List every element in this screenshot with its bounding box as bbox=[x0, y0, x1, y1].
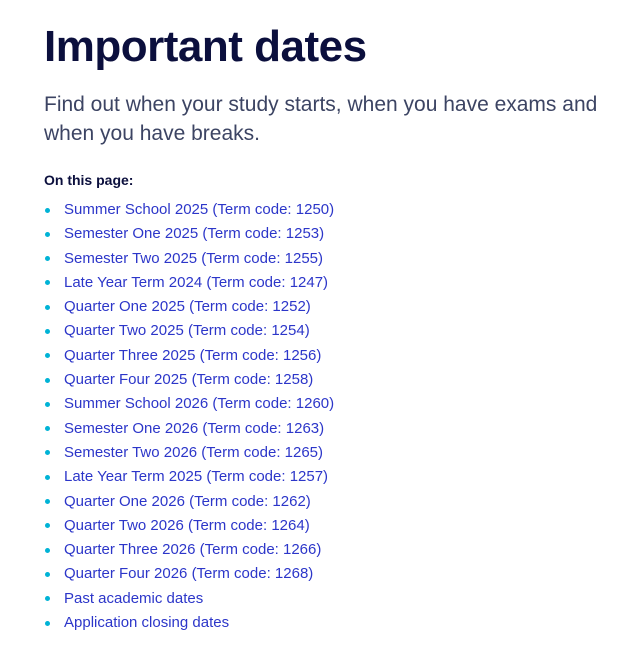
bullet-icon bbox=[45, 572, 50, 577]
toc-item bbox=[44, 247, 614, 271]
intro-text: Find out when your study starts, when you have exams and when you have breaks. bbox=[44, 93, 598, 145]
toc-item bbox=[44, 514, 614, 538]
bullet-icon bbox=[45, 499, 50, 504]
toc-list bbox=[44, 198, 614, 635]
toc-link[interactable]: Quarter Four 2025 (Term code: 1258) bbox=[64, 371, 314, 389]
bullet-icon bbox=[45, 353, 50, 358]
bullet-icon bbox=[45, 426, 50, 431]
bullet-icon bbox=[45, 523, 50, 528]
toc-item bbox=[44, 368, 614, 392]
toc-link[interactable]: Semester One 2025 (Term code: 1253) bbox=[64, 225, 325, 243]
toc-link[interactable]: Summer School 2025 (Term code: 1250) bbox=[64, 201, 335, 218]
toc-item bbox=[44, 441, 614, 465]
bullet-icon bbox=[45, 329, 50, 334]
toc-link[interactable]: Quarter One 2025 (Term code: 1252) bbox=[64, 298, 311, 316]
bullet-icon bbox=[45, 402, 50, 407]
bullet-icon bbox=[45, 378, 50, 383]
toc-link[interactable]: Quarter Two 2025 (Term code: 1254) bbox=[64, 322, 310, 340]
toc-link[interactable]: Late Year Term 2025 (Term code: 1257) bbox=[64, 468, 329, 486]
toc-item bbox=[44, 392, 614, 416]
toc-item bbox=[44, 465, 614, 489]
bullet-icon bbox=[45, 548, 50, 553]
toc-link[interactable]: Application closing dates bbox=[64, 614, 230, 632]
toc-item bbox=[44, 417, 614, 441]
toc-link[interactable]: Quarter One 2026 (Term code: 1262) bbox=[64, 492, 311, 510]
main-content bbox=[44, 20, 614, 635]
bullet-icon bbox=[45, 232, 50, 237]
toc-item bbox=[44, 538, 614, 562]
toc-link[interactable]: Quarter Three 2026 (Term code: 1266) bbox=[64, 541, 322, 559]
toc-link[interactable]: Quarter Three 2025 (Term code: 1256) bbox=[64, 346, 322, 364]
bullet-icon bbox=[45, 208, 50, 213]
toc-item bbox=[44, 271, 614, 295]
bullet-icon bbox=[45, 596, 50, 601]
toc-link[interactable]: Semester Two 2025 (Term code: 1255) bbox=[64, 249, 324, 267]
toc-item bbox=[44, 295, 614, 319]
toc-link[interactable]: Quarter Four 2026 (Term code: 1268) bbox=[64, 565, 314, 583]
bullet-icon bbox=[45, 621, 50, 626]
page-title: Important dates bbox=[44, 22, 367, 71]
toc-item bbox=[44, 587, 614, 611]
toc-item bbox=[44, 319, 614, 343]
toc-link[interactable]: Summer School 2026 (Term code: 1260) bbox=[64, 395, 335, 413]
bullet-icon bbox=[45, 280, 50, 285]
toc-link[interactable]: Semester One 2026 (Term code: 1263) bbox=[64, 419, 325, 437]
toc-heading: On this page: bbox=[44, 172, 134, 188]
toc-link[interactable]: Quarter Two 2026 (Term code: 1264) bbox=[64, 516, 310, 534]
toc-item bbox=[44, 562, 614, 586]
bullet-icon bbox=[45, 450, 50, 455]
toc-link[interactable]: Semester Two 2026 (Term code: 1265) bbox=[64, 443, 324, 461]
toc-item bbox=[44, 344, 614, 368]
toc-item bbox=[44, 222, 614, 246]
bullet-icon bbox=[45, 475, 50, 480]
toc-link[interactable]: Past academic dates bbox=[64, 589, 204, 607]
toc-item bbox=[44, 490, 614, 514]
toc-item bbox=[44, 611, 614, 635]
bullet-icon bbox=[45, 305, 50, 310]
bullet-icon bbox=[45, 256, 50, 261]
toc-item bbox=[44, 198, 614, 222]
toc-link[interactable]: Late Year Term 2024 (Term code: 1247) bbox=[64, 273, 329, 291]
